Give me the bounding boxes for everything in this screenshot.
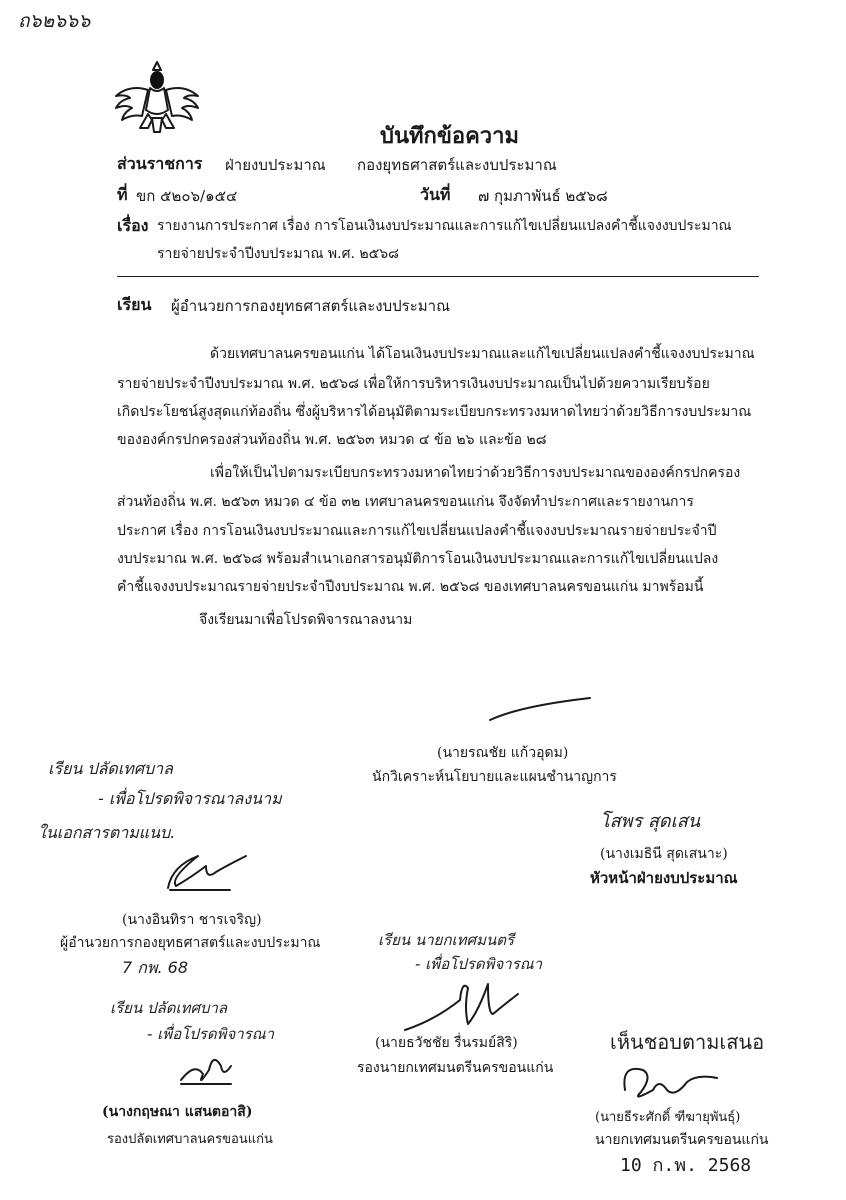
date-label: วันที่ [420,185,451,204]
signature-approval-icon [615,1060,725,1105]
note-mid-line2: - เพื่อโปรดพิจารณา [415,955,543,973]
salutation-label: เรียน [117,295,152,314]
corner-mark: ถ๖๒๖๖๖ [18,10,91,32]
signer3-name: (นางอินทิรา ชารเจริญ) [122,912,262,928]
note-mid-line1: เรียน นายกเทศมนตรี [378,931,515,949]
body-closing: จึงเรียนมาเพื่อโปรดพิจารณาลงนาม [199,612,413,628]
signature-signer1-icon [485,690,595,730]
signer2-name: (นางเมธินี สุดเสนาะ) [600,846,728,862]
body-para1-line1: ด้วยเทศบาลนครขอนแก่น ได้โอนเงินงบประมาณและแก้ไขเปลี่ยนแปลงคำชี้แจงงบประมาณ [210,346,755,362]
signer5-position: รองนายกเทศมนตรีนครขอนแก่น [357,1060,554,1076]
approval-date: 10 ก.พ. 2568 [620,1155,752,1176]
approval-name: (นายธีระศักดิ์ ฑีฆายุพันธุ์) [595,1110,741,1125]
note-left-line3: ในเอกสารตามแนบ. [38,823,176,842]
body-para2-line5: คำชี้แจงงบประมาณรายจ่ายประจำปีงบประมาณ พ.ศ. ๒๕๖๘ ของเทศบาลนครขอนแก่น มาพร้อมนี้ [117,579,704,595]
body-para1-line3: เกิดประโยชน์สูงสุดแก่ท้องถิ่น ซึ่งผู้บริหารได้อนุมัติตามระเบียบกระทรวงมหาดไทยว่าด้วยวิธีการงบประมาณ [117,404,752,420]
garuda-emblem-icon [112,58,202,138]
signer1-name: (นายรณชัย แก้วอุดม) [437,745,569,761]
body-para1-line2: รายจ่ายประจำปีงบประมาณ พ.ศ. ๒๕๖๘ เพื่อให้การบริหารเงินงบประมาณเป็นไปด้วยความเรียบร้อย [117,376,710,392]
body-para1-line4: ขององค์กรปกครองส่วนท้องถิ่น พ.ศ. ๒๕๖๓ หมวด ๔ ข้อ ๒๖ และข้อ ๒๘ [117,432,547,448]
approval-position: นายกเทศมนตรีนครขอนแก่น [595,1132,769,1148]
signer3-date: 7 กพ. 68 [122,958,189,977]
signature-signer4-icon [175,1050,245,1090]
header-divider [117,276,759,277]
signer3-position: ผู้อำนวยการกองยุทธศาสตร์และงบประมาณ [60,935,321,951]
signer1-position: นักวิเคราะห์นโยบายและแผนชำนาญการ [372,769,617,785]
body-para2-line2: ส่วนท้องถิ่น พ.ศ. ๒๕๖๓ หมวด ๔ ข้อ ๓๒ เทศบาลนครขอนแก่น จึงจัดทำประกาศและรายงานการ [117,494,694,510]
note-left2-line1: เรียน ปลัดเทศบาล [110,999,228,1017]
ref-label: ที่ [117,185,128,204]
signature-signer5-icon [395,970,525,1040]
signer4-name: (นางกฤษณา แสนตอาสิ) [102,1104,253,1120]
salutation-value: ผู้อำนวยการกองยุทธศาสตร์และงบประมาณ [171,297,451,315]
subject-line-1: รายงานการประกาศ เรื่อง การโอนเงินงบประมาณและการแก้ไขเปลี่ยนแปลงคำชี้แจงงบประมาณ [157,218,732,234]
subject-label: เรื่อง [117,216,149,235]
memo-title: บันทึกข้อความ [380,123,520,149]
approval-heading: เห็นชอบตามเสนอ [610,1030,765,1054]
note-left2-line2: - เพื่อโปรดพิจารณา [147,1025,275,1043]
note-left-line2: - เพื่อโปรดพิจารณาลงนาม [98,789,282,808]
signer2-handwriting: โสพร สุดเสน [600,811,701,832]
signer5-name: (นายธวัชชัย รื่นรมย์สิริ) [375,1035,518,1051]
ref-value: ขก ๕๒๐๖/๑๕๔ [136,187,238,205]
signer4-position: รองปลัดเทศบาลนครขอนแก่น [107,1132,273,1147]
body-para2-line3: ประกาศ เรื่อง การโอนเงินงบประมาณและการแก้ไขเปลี่ยนแปลงคำชี้แจงงบประมาณรายจ่ายประจำปี [117,523,717,539]
date-value: ๗ กุมภาพันธ์ ๒๕๖๘ [478,187,608,205]
subject-line-2: รายจ่ายประจำปีงบประมาณ พ.ศ. ๒๕๖๘ [157,246,399,262]
agency-dept: ฝ่ายงบประมาณ [225,156,326,174]
agency-label: ส่วนราชการ [117,154,203,173]
note-left-line1: เรียน ปลัดเทศบาล [48,759,173,778]
body-para2-line1: เพื่อให้เป็นไปตามระเบียบกระทรวงมหาดไทยว่าด้วยวิธีการงบประมาณขององค์กรปกครอง [210,465,741,481]
signer2-position: หัวหน้าฝ่ายงบประมาณ [590,869,738,887]
agency-division: กองยุทธศาสตร์และงบประมาณ [357,156,557,174]
body-para2-line4: งบประมาณ พ.ศ. ๒๕๖๘ พร้อมสำเนาเอกสารอนุมัติการโอนเงินงบประมาณและการแก้ไขเปลี่ยนแปลง [117,551,719,567]
signature-signer3-icon [160,846,260,896]
